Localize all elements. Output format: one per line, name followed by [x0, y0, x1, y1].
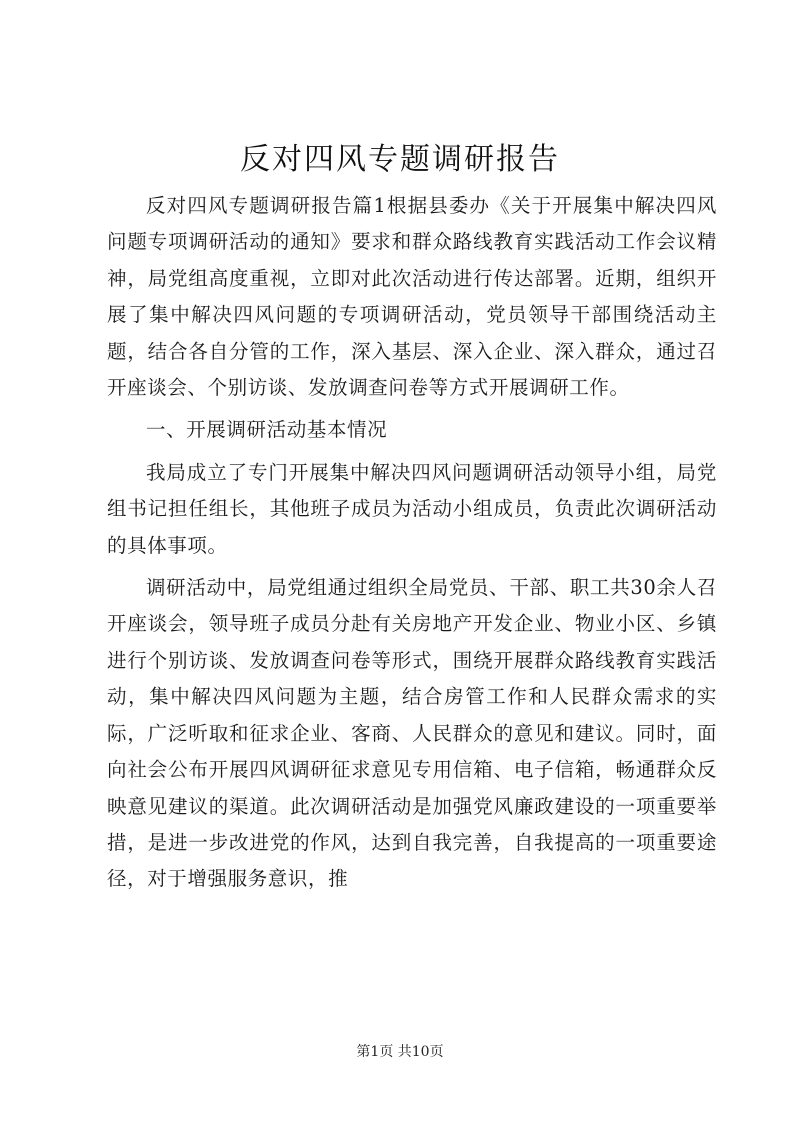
paragraph-intro: 反对四风专题调研报告篇1根据县委办《关于开展集中解决四风问题专项调研活动的通知》要求和群众路线教育实践活动工作会议精神，局党组高度重视，立即对此次活动进行传达部署。近期，组织开展了集中解决四风问题的专项调研活动，党员领导干部围绕活动主题，结合各自分管的工作，深入基层、深入企业、深入群众，通过召开座谈会、个别访谈、发放调查问卷等方式开展调研工作。	[107, 194, 717, 400]
section-heading-1: 一、开展调研活动基本情况	[146, 418, 388, 442]
document-body	[107, 188, 717, 904]
paragraph-research-activities: 调研活动中，局党组通过组织全局党员、干部、职工共30余人召开座谈会，领导班子成员分赴有关房地产开发企业、物业小区、乡镇进行个别访谈、发放调查问卷等形式，围绕开展群众路线教育实践活动，集中解决四风问题为主题，结合房管工作和人民群众需求的实际，广泛听取和征求企业、客商、人民群众的意见和建议。同时，面向社会公布开展四风调研征求意见专用信箱、电子信箱，畅通群众反映意见建议的渠道。此次调研活动是加强党风廉政建设的一项重要举措，是进一步改进党的作风，达到自我完善，自我提高的一项重要途径，对于增强服务意识，推	[107, 576, 717, 891]
page-number-footer: 第1页 共10页	[356, 1044, 444, 1060]
paragraph-leadership-group: 我局成立了专门开展集中解决四风问题调研活动领导小组，局党组书记担任组长，其他班子成员为活动小组成员，负责此次调研活动的具体事项。	[107, 460, 717, 557]
document-title: 反对四风专题调研报告	[240, 142, 560, 177]
